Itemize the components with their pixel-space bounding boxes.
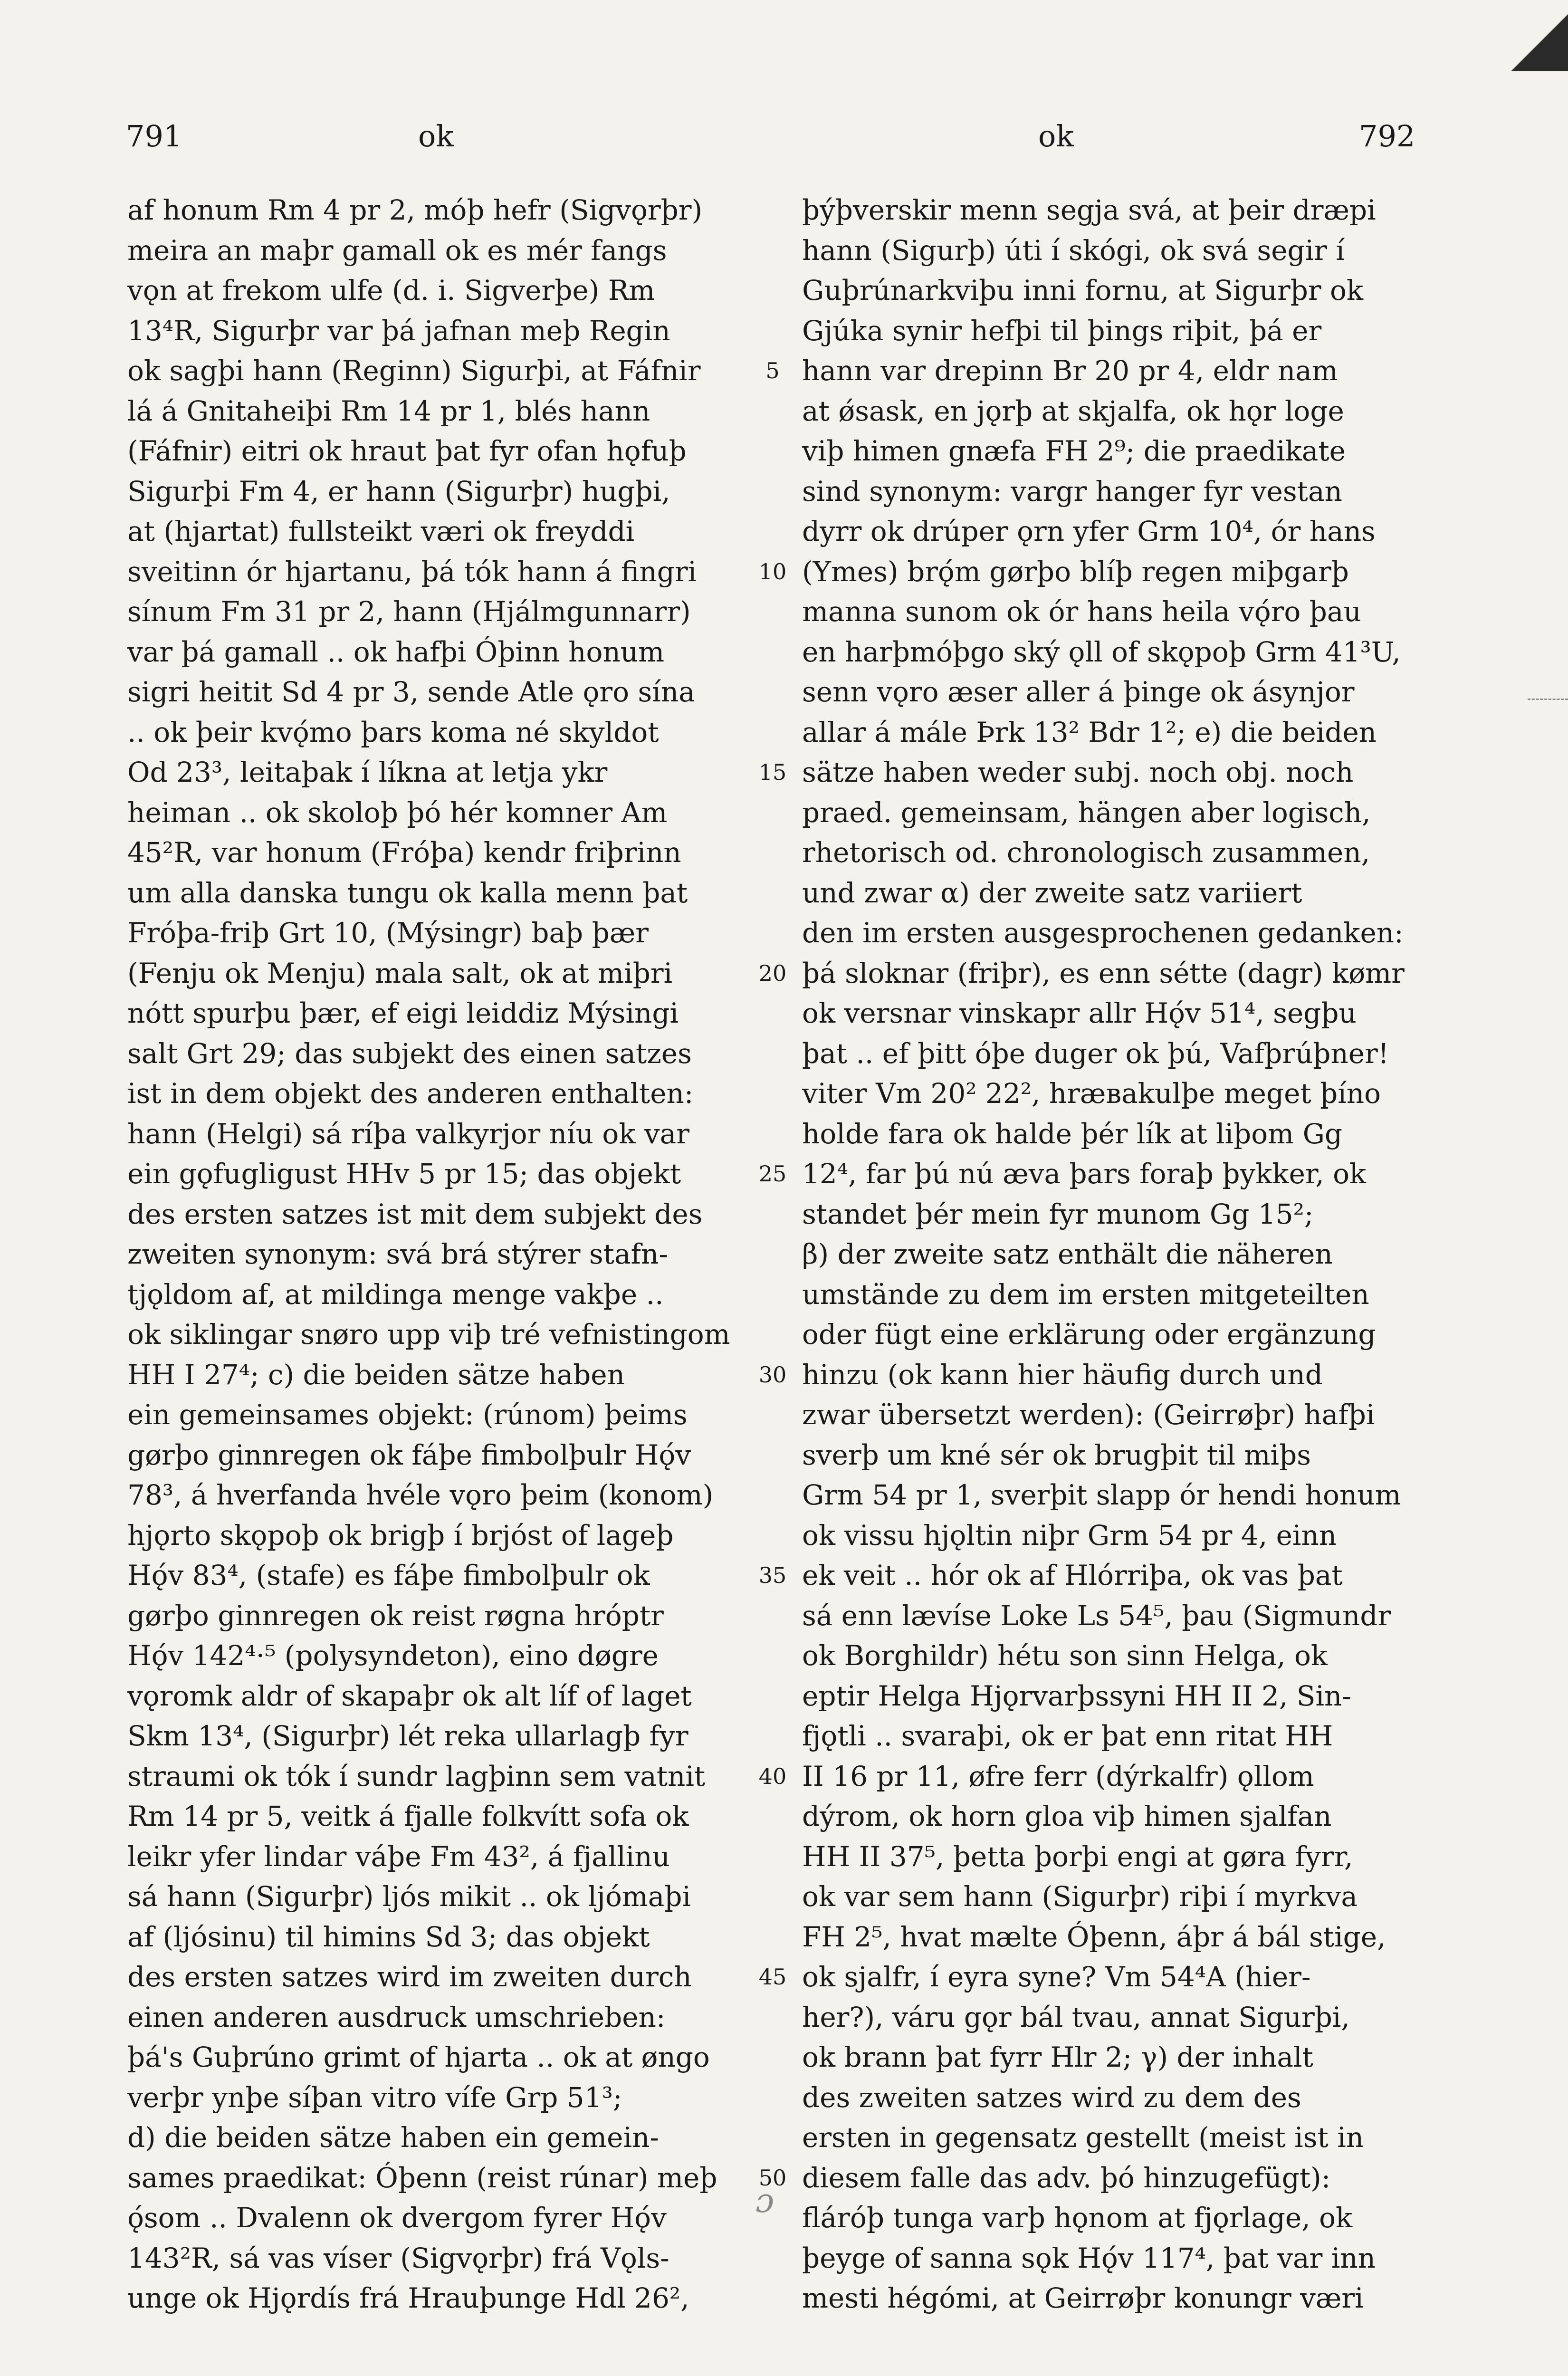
left-column-line: einen anderen ausdruck umschrieben:: [127, 2001, 666, 2033]
right-column-line: umstände zu dem im ersten mitgeteilten: [802, 1278, 1369, 1311]
left-column-line: Rm 14 pr 5, veitk á fjalle folkvítt sofa ok: [127, 1800, 689, 1832]
left-column-line: Skm 13⁴, (Sigurþr) lét reka ullarlagþ fyr: [127, 1720, 688, 1752]
left-column-line: Hǫ́v 83⁴, (stafe) es fáþe fimbolþulr ok: [127, 1559, 650, 1591]
right-column-line: den im ersten ausgesprochenen gedanken:: [802, 917, 1404, 949]
left-column-line: ein gǫfugligust HHv 5 pr 15; das objekt: [127, 1158, 681, 1190]
left-column-line: hjǫrto skǫpoþ ok brigþ í brjóst of lageþ: [127, 1519, 674, 1552]
right-column: [802, 190, 1420, 2319]
left-column-line: Hǫ́v 142⁴·⁵ (polysyndeton), eino døgre: [127, 1639, 659, 1672]
right-column-line: sind synonym: vargr hanger fyr vestan: [802, 475, 1342, 508]
right-column-line: ek veit .. hór ok af Hlórriþa, ok vas þat: [802, 1559, 1343, 1591]
left-column-line: um alla danska tungu ok kalla menn þat: [127, 876, 688, 909]
right-column-line: ok Borghildr) hétu son sinn Helga, ok: [802, 1639, 1328, 1672]
right-column-line: (Ymes) brǫ́m gørþo blíþ regen miþgarþ: [802, 555, 1349, 588]
right-column-line: at ǿsask, en jǫrþ at skjalfa, ok hǫr loge: [802, 394, 1344, 427]
right-column-line: Guþrúnarkviþu inni fornu, at Sigurþr ok: [802, 274, 1364, 307]
right-column-line: ok vissu hjǫltin niþr Grm 54 pr 4, einn: [802, 1519, 1337, 1552]
right-column-line: ok var sem hann (Sigurþr) riþi í myrkva: [802, 1880, 1358, 1913]
right-column-line: sverþ um kné sér ok brugþit til miþs: [802, 1438, 1311, 1471]
left-column-line: HH I 27⁴; c) die beiden sätze haben: [127, 1358, 625, 1391]
line-number: 5: [765, 358, 780, 383]
right-column-line: ok brann þat fyrr Hlr 2; γ) der inhalt: [802, 2041, 1313, 2073]
left-column-line: af honum Rm 4 pr 2, móþ hefr (Sigvǫrþr): [127, 194, 703, 226]
left-column-line: meira an maþr gamall ok es mér fangs: [127, 234, 667, 267]
right-column-line: ok versnar vinskapr allr Hǫ́v 51⁴, segþu: [802, 997, 1357, 1029]
margin-dash: [1528, 699, 1568, 700]
right-column-line: II 16 pr 11, øfre ferr (dýrkalfr) ǫllom: [802, 1760, 1314, 1792]
left-column-line: sínum Fm 31 pr 2, hann (Hjálmgunnarr): [127, 595, 691, 628]
left-column-line: Sigurþi Fm 4, er hann (Sigurþr) hugþi,: [127, 475, 670, 508]
right-column-line: rhetorisch od. chronologisch zusammen,: [802, 836, 1370, 869]
right-column-line: und zwar α) der zweite satz variiert: [802, 876, 1302, 909]
right-column-line: viþ himen gnæfa FH 2⁹; die praedikate: [802, 435, 1346, 467]
left-column-line: af (ljósinu) til himins Sd 3; das objekt: [127, 1920, 650, 1953]
right-column-line: praed. gemeinsam, hängen aber logisch,: [802, 796, 1371, 829]
line-number: 30: [758, 1361, 787, 1388]
right-column-line: þá sloknar (friþr), es enn sétte (dagr) kømr: [802, 957, 1405, 989]
left-column-line: zweiten synonym: svá brá stýrer stafn-: [127, 1238, 668, 1270]
left-column-line: ok siklingar snøro upp viþ tré vefnistingom: [127, 1318, 730, 1351]
right-column-line: HH II 37⁵, þetta þorþi engi at gøra fyrr,: [802, 1840, 1353, 1873]
left-column-line: .. ok þeir kvǫ́mo þars koma né skyldot: [127, 716, 659, 748]
left-column-line: 45²R, var honum (Fróþa) kendr friþrinn: [127, 836, 681, 869]
left-column-line: des ersten satzes wird im zweiten durch: [127, 1961, 692, 1993]
right-column-line: des zweiten satzes wird zu dem des: [802, 2081, 1301, 2114]
right-column-line: eptir Helga Hjǫrvarþssyni HH II 2, Sin-: [802, 1679, 1351, 1712]
left-column-line: 143²R, sá vas víser (Sigvǫrþr) frá Vǫls-: [127, 2242, 669, 2274]
right-column-line: dyrr ok drúper ǫrn yfer Grm 10⁴, ór hans: [802, 515, 1376, 547]
right-column-line: þeyge of sanna sǫk Hǫ́v 117⁴, þat var inn: [802, 2242, 1376, 2274]
right-column-line: ersten in gegensatz gestellt (meist ist in: [802, 2121, 1364, 2154]
right-column-line: Gjúka synir hefþi til þings riþit, þá er: [802, 314, 1322, 347]
right-column-line: β) der zweite satz enthält die näheren: [802, 1238, 1333, 1270]
left-column-line: sigri heitit Sd 4 pr 3, sende Atle ǫro sína: [127, 676, 695, 708]
right-column-line: standet þér mein fyr munom Gg 15²;: [802, 1198, 1314, 1230]
right-column-line: 12⁴, far þú nú æva þars foraþ þykker, ok: [802, 1158, 1367, 1190]
left-column-line: Od 23³, leitaþak í líkna at letja ykr: [127, 756, 608, 788]
left-column-line: ein gemeinsames objekt: (rúnom) þeims: [127, 1399, 688, 1431]
right-column-line: diesem falle das adv. þó hinzugefügt):: [802, 2161, 1331, 2194]
left-column-line: straumi ok tók í sundr lagþinn sem vatnit: [127, 1760, 706, 1792]
left-column-line: salt Grt 29; das subjekt des einen satzes: [127, 1037, 692, 1070]
line-number: 10: [758, 558, 787, 584]
right-column-line: her?), váru gǫr bál tvau, annat Sigurþi,: [802, 2001, 1350, 2033]
left-column-line: gørþo ginnregen ok fáþe fimbolþulr Hǫ́v: [127, 1438, 691, 1471]
left-column-line: verþr ynþe síþan vitro vífe Grp 51³;: [127, 2081, 622, 2114]
left-column-line: sames praedikat: Óþenn (reist rúnar) meþ: [127, 2161, 717, 2194]
page-number-right: 792: [1359, 119, 1415, 153]
left-column-line: ist in dem objekt des anderen enthalten:: [127, 1077, 694, 1110]
right-column-line: ok sjalfr, í eyra syne? Vm 54⁴A (hier-: [802, 1961, 1311, 1993]
right-column-line: sätze haben weder subj. noch obj. noch: [802, 756, 1354, 788]
right-column-line: en harþmóþgo ský ǫll of skǫpoþ Grm 41³U,: [802, 635, 1401, 668]
right-column-line: zwar übersetzt werden): (Geirrøþr) hafþi: [802, 1399, 1375, 1431]
left-column-line: ǫ́som .. Dvalenn ok dvergom fyrer Hǫ́v: [127, 2202, 667, 2234]
left-column-line: 78³, á hverfanda hvéle vǫro þeim (konom): [127, 1479, 714, 1511]
left-column-line: sveitinn ór hjartanu, þá tók hann á fingri: [127, 555, 697, 588]
pencil-mark: ɔ: [755, 2181, 774, 2220]
right-column-line: senn vǫro æser aller á þinge ok ásynjor: [802, 676, 1355, 708]
left-column-line: lá á Gnitaheiþi Rm 14 pr 1, blés hann: [127, 394, 650, 427]
right-column-line: mesti hégómi, at Geirrøþr konungr væri: [802, 2282, 1364, 2314]
right-column-line: hinzu (ok kann hier häufig durch und: [802, 1358, 1323, 1391]
left-column-line: sá hann (Sigurþr) ljós mikit .. ok ljómaþi: [127, 1880, 691, 1913]
left-column: [127, 190, 745, 2319]
running-head-right: ok: [1038, 119, 1074, 153]
line-number: 15: [758, 759, 787, 785]
left-column-line: vǫn at frekom ulfe (d. i. Sigverþe) Rm: [127, 274, 655, 307]
right-column-line: dýrom, ok horn gloa viþ himen sjalfan: [802, 1800, 1332, 1832]
line-number: 40: [758, 1763, 787, 1789]
line-number: 20: [758, 960, 787, 986]
right-column-line: þýþverskir menn segja svá, at þeir dræpi: [802, 194, 1376, 226]
left-column-line: des ersten satzes ist mit dem subjekt des: [127, 1198, 703, 1230]
left-column-line: d) die beiden sätze haben ein gemein-: [127, 2121, 659, 2154]
left-column-line: (Fenju ok Menju) mala salt, ok at miþri: [127, 957, 673, 989]
line-number: 50: [758, 2165, 787, 2191]
right-column-line: fláróþ tunga varþ hǫnom at fjǫrlage, ok: [802, 2202, 1353, 2234]
right-column-line: sá enn lævíse Loke Ls 54⁵, þau (Sigmundr: [802, 1599, 1391, 1632]
right-column-line: oder fügt eine erklärung oder ergänzung: [802, 1318, 1376, 1351]
right-column-line: hann var drepinn Br 20 pr 4, eldr nam: [802, 354, 1338, 387]
left-column-line: hann (Helgi) sá ríþa valkyrjor níu ok var: [127, 1117, 689, 1150]
left-column-line: unge ok Hjǫrdís frá Hrauþunge Hdl 26²,: [127, 2282, 689, 2314]
running-head-left: ok: [418, 119, 454, 153]
left-column-line: at (hjartat) fullsteikt væri ok freyddi: [127, 515, 635, 547]
right-column-line: þat .. ef þitt óþe duger ok þú, Vafþrúþner!: [802, 1037, 1389, 1070]
right-column-line: viter Vm 20² 22², hræвakulþe meget þíno: [802, 1077, 1381, 1110]
left-column-line: gørþo ginnregen ok reist røgna hróptr: [127, 1599, 664, 1632]
left-column-line: Fróþa-friþ Grt 10, (Mýsingr) baþ þær: [127, 917, 649, 949]
left-column-line: var þá gamall .. ok hafþi Óþinn honum: [127, 635, 665, 668]
left-column-line: nótt spurþu þær, ef eigi leiddiz Mýsingi: [127, 997, 679, 1029]
left-column-line: 13⁴R, Sigurþr var þá jafnan meþ Regin: [127, 314, 670, 347]
left-column-line: ok sagþi hann (Reginn) Sigurþi, at Fáfnir: [127, 354, 701, 387]
left-column-line: vǫromk aldr of skapaþr ok alt líf of laget: [127, 1679, 692, 1712]
left-column-line: þá's Guþrúno grimt of hjarta .. ok at øngo: [127, 2041, 710, 2073]
page-corner-mark: [1511, 0, 1568, 71]
page-number-left: 791: [126, 119, 182, 153]
left-column-line: leikr yfer lindar váþe Fm 43², á fjallinu: [127, 1840, 670, 1873]
line-number: 45: [758, 1964, 787, 1990]
right-column-line: holde fara ok halde þér lík at liþom Gg: [802, 1117, 1343, 1150]
right-column-line: FH 2⁵, hvat mælte Óþenn, áþr á bál stige,: [802, 1920, 1386, 1953]
line-number: 35: [758, 1562, 787, 1588]
right-column-line: Grm 54 pr 1, sverþit slapp ór hendi honum: [802, 1479, 1401, 1511]
right-column-line: manna sunom ok ór hans heila vǫ́ro þau: [802, 595, 1361, 628]
line-number: 25: [758, 1161, 787, 1187]
right-column-line: hann (Sigurþ) úti í skógi, ok svá segir í: [802, 234, 1345, 267]
left-column-line: tjǫldom af, at mildinga menge vakþe ..: [127, 1278, 664, 1311]
left-column-line: heiman .. ok skoloþ þó hér komner Am: [127, 796, 668, 829]
left-column-line: (Fáfnir) eitri ok hraut þat fyr ofan hǫfuþ: [127, 435, 687, 467]
right-column-line: fjǫtli .. svaraþi, ok er þat enn ritat HH: [802, 1720, 1333, 1752]
right-column-line: allar á mále Þrk 13² Bdr 1²; e) die beiden: [802, 716, 1377, 748]
